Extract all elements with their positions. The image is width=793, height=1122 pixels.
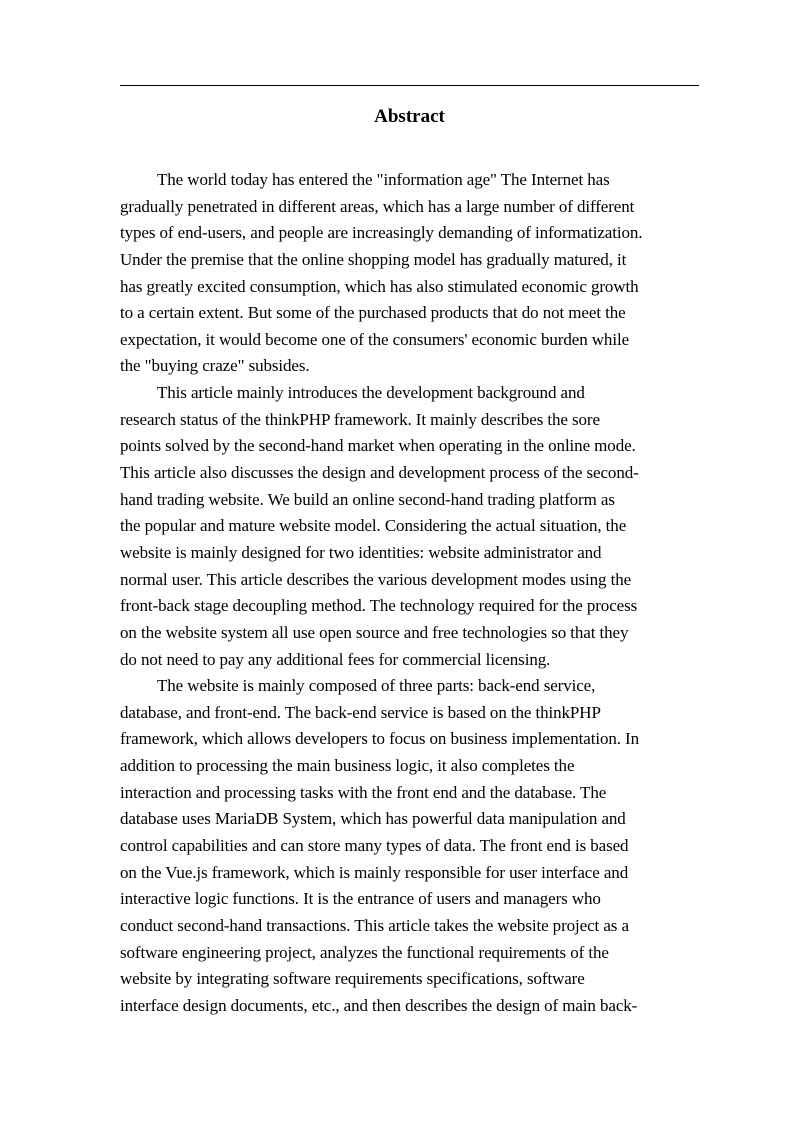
text-line: database, and front-end. The back-end service is based on the thinkPHP [120,702,601,722]
text-line: interaction and processing tasks with the front end and the database. The [120,782,607,802]
text-line: software engineering project, analyzes the functional requirements of the [120,942,609,962]
text-line: research status of the thinkPHP framework. It mainly describes the sore [120,409,600,429]
text-line: gradually penetrated in different areas, which has a large number of different [120,196,635,216]
text-line: conduct second-hand transactions. This article takes the website project as a [120,915,629,935]
page-title: Abstract [374,106,445,127]
text-line: has greatly excited consumption, which has also stimulated economic growth [120,276,639,296]
text-line: front-back stage decoupling method. The technology required for the process [120,596,638,616]
abstract-body [120,167,705,1020]
text-line: on the Vue.js framework, which is mainly responsible for user interface and [120,862,629,882]
text-line: Under the premise that the online shopping model has gradually matured, it [120,249,627,269]
text-line: normal user. This article describes the various development modes using the [120,569,632,589]
text-line: interactive logic functions. It is the entrance of users and managers who [120,889,601,909]
text-line: the popular and mature website model. Considering the actual situation, the [120,516,627,536]
text-line: hand trading website. We build an online second-hand trading platform as [120,489,615,509]
text-line: website is mainly designed for two identities: website administrator and [120,542,602,562]
text-line: website by integrating software requirements specifications, software [120,969,585,989]
text-line: on the website system all use open source and free technologies so that they [120,622,629,642]
paragraph-first-line: The world today has entered the "information age" The Internet has [157,170,610,189]
paragraph-first-line: The website is mainly composed of three parts: back-end service, [157,676,596,696]
text-line: expectation, it would become one of the consumers' economic burden while [120,329,630,349]
text-line: types of end-users, and people are increasingly demanding of informatization. [120,223,643,243]
text-line: interface design documents, etc., and then describes the design of main back- [120,995,638,1015]
text-line: database uses MariaDB System, which has powerful data manipulation and [120,809,626,829]
text-line: the "buying craze" subsides. [120,356,310,376]
text-line: control capabilities and can store many types of data. The front end is based [120,836,629,856]
text-line: This article also discusses the design and development process of the second- [120,463,639,483]
text-line: points solved by the second-hand market when operating in the online mode. [120,436,636,456]
paragraph-first-line: This article mainly introduces the development background and [157,383,585,403]
header-rule [120,85,699,86]
text-line: to a certain extent. But some of the purchased products that do not meet the [120,303,626,323]
text-line: addition to processing the main business logic, it also completes the [120,756,575,776]
text-line: do not need to pay any additional fees for commercial licensing. [120,649,551,669]
text-line: framework, which allows developers to focus on business implementation. In [120,729,640,749]
